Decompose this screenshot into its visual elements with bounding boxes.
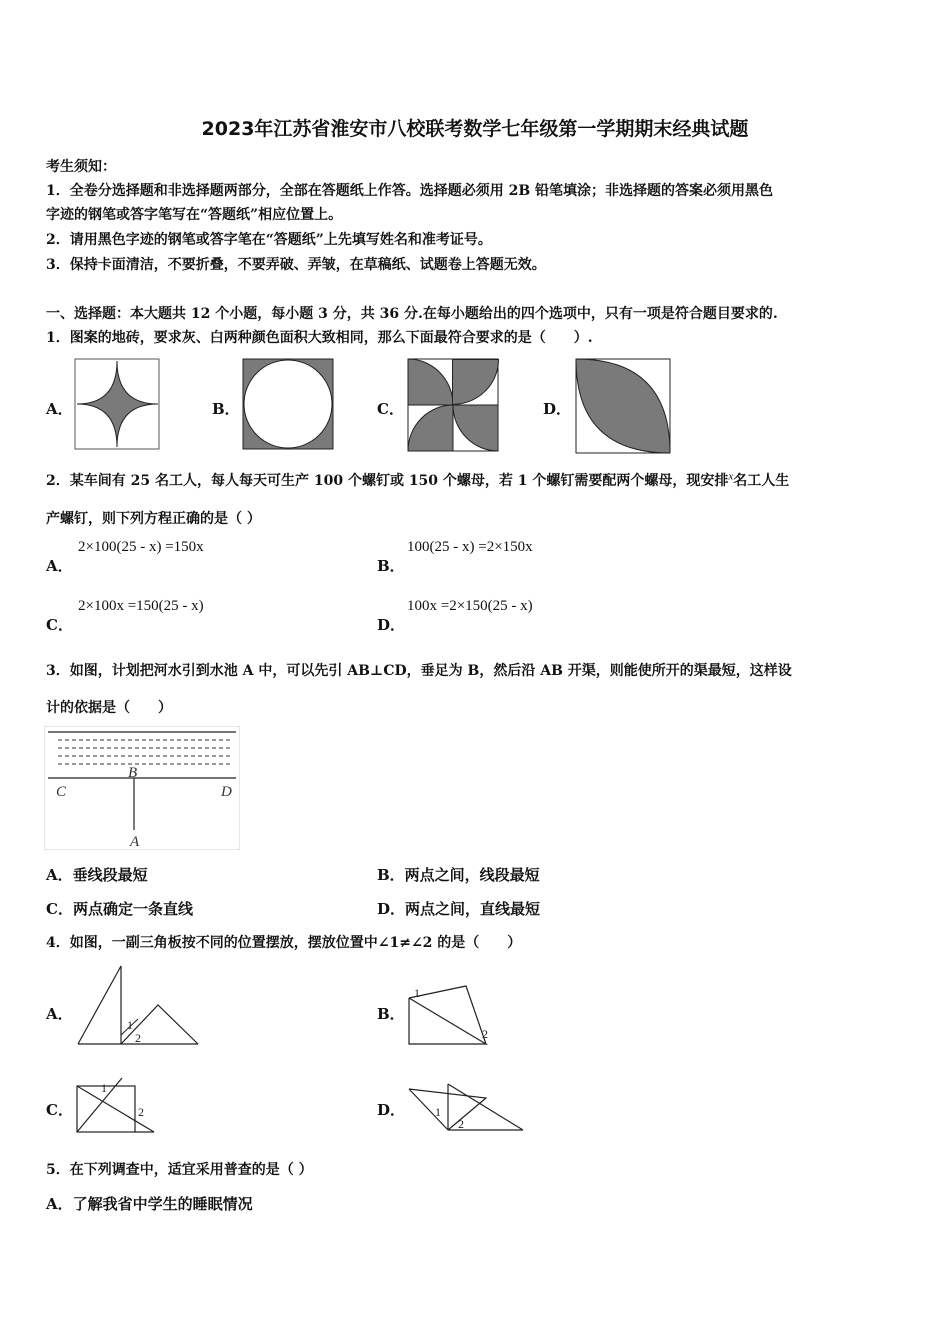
q4d-angle-1: 1 bbox=[435, 1105, 441, 1119]
q3-option-d: D．两点之间，直线最短 bbox=[377, 900, 541, 918]
q3-label-b: B bbox=[128, 765, 138, 781]
notice-line-2: 2．请用黑色字迹的钢笔或答字笔在“答题纸”上先填写姓名和准考证号。 bbox=[46, 232, 492, 248]
q3-stem-line1: 3．如图，计划把河水引到水池 A 中，可以先引 AB⊥CD，垂足为 B，然后沿 AB 开渠，则能使所开的渠最短，这样设 bbox=[46, 663, 792, 679]
q1-option-b-label: B． bbox=[212, 400, 240, 418]
q1-option-b-figure bbox=[242, 358, 334, 450]
q4d-angle-2: 2 bbox=[458, 1117, 464, 1131]
q2-option-d-label: D． bbox=[377, 616, 406, 634]
q5-option-a: A．了解我省中学生的睡眠情况 bbox=[46, 1195, 253, 1213]
q4-option-b-label: B． bbox=[377, 1005, 405, 1023]
notice-line-3: 3．保持卡面清洁，不要折叠，不要弄破、弄皱，在草稿纸、试题卷上答题无效。 bbox=[46, 257, 546, 273]
q3-label-a: A bbox=[130, 834, 140, 850]
q2-stem-text: 2．某车间有 25 名工人，每人每天可生产 100 个螺钉或 150 个螺母，若 1 个螺钉需要配两个螺母，现安排 bbox=[46, 473, 729, 489]
q3-option-b: B．两点之间，线段最短 bbox=[377, 866, 540, 884]
q5-stem: 5．在下列调查中，适宜采用普查的是（ ） bbox=[46, 1162, 313, 1178]
q2-option-a-label: A． bbox=[46, 557, 73, 575]
q3-stem-line2: 计的依据是（ ） bbox=[46, 700, 172, 716]
q1-stem: 1．图案的地砖，要求灰、白两种颜色面积大致相同，那么下面最符合要求的是（ ）. bbox=[46, 330, 593, 346]
q4-option-a-label: A． bbox=[46, 1005, 73, 1023]
q3-label-c: C bbox=[56, 784, 67, 800]
q4a-angle-1: 1 bbox=[127, 1018, 133, 1032]
notice-line-1b: 字迹的钢笔或答字笔写在“答题纸”相应位置上。 bbox=[46, 207, 343, 223]
section-heading: 一、选择题：本大题共 12 个小题，每小题 3 分，共 36 分.在每小题给出的四个选项中，只有一项是符合题目要求的. bbox=[46, 306, 778, 322]
q3-option-a: A．垂线段最短 bbox=[46, 866, 148, 884]
q2-stem-line1 bbox=[46, 470, 789, 490]
q4-option-c-figure bbox=[74, 1076, 158, 1136]
q3-river-figure bbox=[44, 726, 240, 850]
q1-option-c-figure bbox=[407, 358, 499, 452]
q2-option-b-label: B． bbox=[377, 557, 405, 575]
q4c-angle-2: 2 bbox=[138, 1105, 144, 1119]
q4-option-c-label: C． bbox=[46, 1101, 73, 1119]
page-title: 2023年江苏省淮安市八校联考数学七年级第一学期期末经典试题 bbox=[201, 118, 749, 140]
q4a-angle-2: 2 bbox=[135, 1031, 141, 1045]
q4-option-a-figure bbox=[74, 963, 204, 1049]
q2-stem-text-end: 名工人生 bbox=[733, 473, 790, 489]
q4-option-b-figure bbox=[406, 980, 498, 1048]
q2-option-c-label: C． bbox=[46, 616, 73, 634]
q4c-angle-1: 1 bbox=[101, 1081, 107, 1095]
q4b-angle-1: 1 bbox=[414, 986, 420, 1000]
q3-option-c: C．两点确定一条直线 bbox=[46, 900, 193, 918]
q2-stem-variable: x bbox=[728, 470, 734, 483]
q1-option-a-figure bbox=[74, 358, 160, 450]
q4-option-d-label: D． bbox=[377, 1101, 406, 1119]
q4-option-d-figure bbox=[406, 1080, 528, 1136]
q4-stem: 4．如图，一副三角板按不同的位置摆放，摆放位置中∠1≠∠2 的是（ ） bbox=[46, 935, 522, 951]
notice-heading: 考生须知： bbox=[46, 159, 116, 175]
q2-option-a-equation: 2×100(25 - x) =150x bbox=[78, 539, 204, 555]
q1-option-c-label: C． bbox=[377, 400, 404, 418]
notice-line-1a: 1．全卷分选择题和非选择题两部分，全部在答题纸上作答。选择题必须用 2B 铅笔填涂；非选择题的答案必须用黑色 bbox=[46, 183, 774, 199]
q4b-angle-2: 2 bbox=[482, 1027, 488, 1041]
q2-option-c-equation: 2×100x =150(25 - x) bbox=[78, 598, 204, 614]
q2-option-d-equation: 100x =2×150(25 - x) bbox=[407, 598, 533, 614]
q3-label-d: D bbox=[221, 784, 232, 800]
q1-option-d-figure bbox=[575, 358, 671, 454]
q1-option-a-label: A． bbox=[46, 400, 73, 418]
q1-option-d-label: D． bbox=[543, 400, 572, 418]
q2-stem-line2: 产螺钉，则下列方程正确的是（ ） bbox=[46, 511, 261, 527]
q2-option-b-equation: 100(25 - x) =2×150x bbox=[407, 539, 533, 555]
